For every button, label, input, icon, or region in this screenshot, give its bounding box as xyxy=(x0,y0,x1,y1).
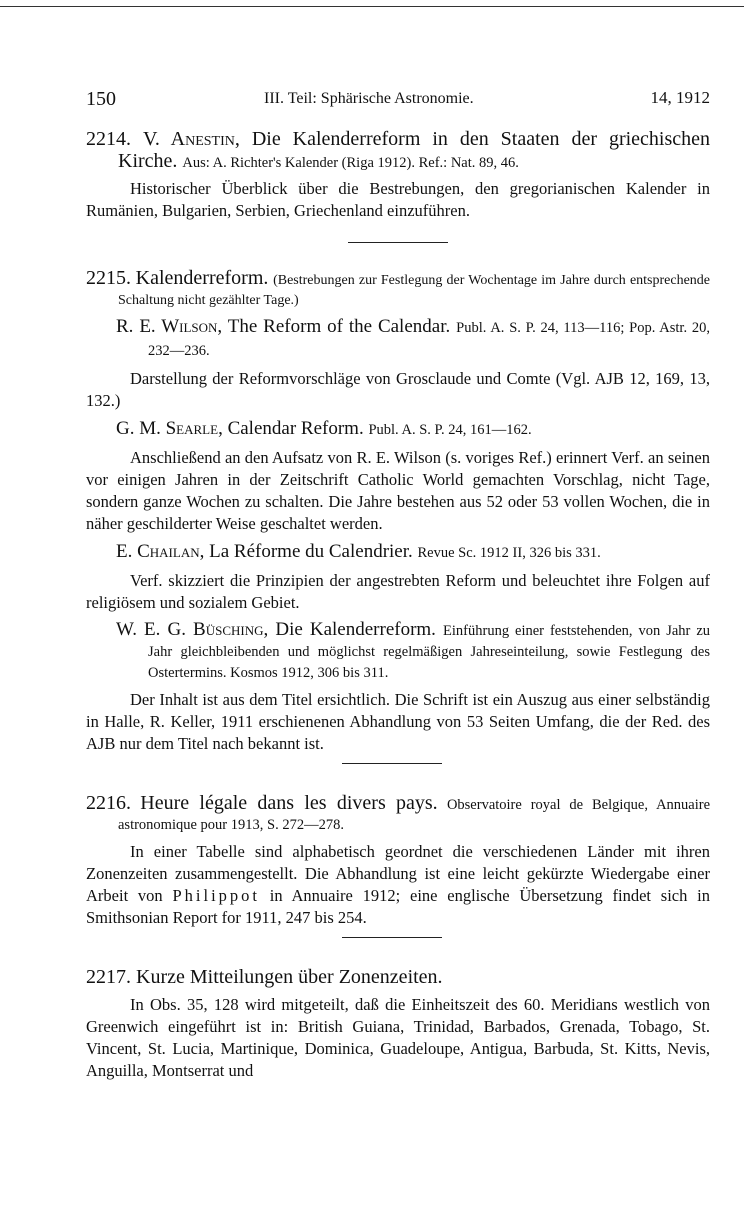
top-rule xyxy=(0,6,744,7)
entry-title xyxy=(86,128,710,174)
entry-2214 xyxy=(86,128,710,222)
entry-title xyxy=(86,267,710,310)
ref-title: La Réforme du Calendrier. xyxy=(209,541,413,562)
ref-body: Anschließend an den Aufsatz von R. E. Wilson (s. voriges Ref.) erinnert Verf. an seinen vor einigen Jahren in der Zeitschrift Catholic World gemachten Vorschlag, nicht Tage, sondern ganze Wochen zu schalten. Die Jahre bestehen aus 52 oder 53 vollen Wochen, die in näher geschilderter Weise geschaltet werden. xyxy=(86,448,710,533)
page-body xyxy=(86,128,710,1082)
entry-number: 2217. xyxy=(86,966,131,988)
page-header xyxy=(86,88,710,110)
ref-title: Calendar Reform. xyxy=(227,418,364,439)
ref-body: Der Inhalt ist aus dem Titel ersichtlich. Die Schrift ist ein Auszug aus einer selbständig in Halle, R. Keller, 1911 erschienenen Abhandlung von 53 Seiten Umfang, die der Red. des AJB nur dem Titel nach bekannt ist. xyxy=(86,690,710,753)
entry-title-text: Kalenderreform. xyxy=(135,267,269,289)
reference-buesching xyxy=(86,620,710,683)
entry-body-part: In einer Tabelle sind alphabetisch geordnet die verschiedenen Länder mit ihren Zonenzeiten zusammengestellt. Die Abhandlung ist eine leicht gekürzte Wiedergabe einer Arbeit von xyxy=(86,842,710,905)
separator-rule xyxy=(342,763,442,764)
separator-rule xyxy=(342,937,442,938)
ref-publication: Einführung einer feststehenden, von Jahr zu Jahr gleichbleibenden und möglichst regelmäßigen Jahreseinteilung, sowie Festlegung des Ostertermins. Kosmos 1912, 306 bis 311. xyxy=(148,623,711,681)
entry-number: 2216. xyxy=(86,792,131,814)
separator-rule xyxy=(348,242,448,243)
entry-title-text: Die Kalenderreform in den Staaten der griechischen Kirche. xyxy=(118,128,711,172)
ref-title: Die Kalenderreform. xyxy=(275,619,436,640)
entry-body-part: in Annuaire 1912; eine englische Übersetzung findet sich in Smithsonian Report for 1911, 247 bis 254. xyxy=(86,886,710,927)
entry-body: In Obs. 35, 128 wird mitgeteilt, daß die Einheitszeit des 60. Meridians westlich von Greenwich eingeführt ist in: British Guiana, Trinidad, Barbados, Grenada, Tobago, St. Vincent, St. Lucia, Martinique, Dominica, Guadeloupe, Antigua, Barbuda, St. Kitts, Nevis, Anguilla, Montserrat und xyxy=(86,995,710,1080)
entry-title-text: Heure légale dans les divers pays. xyxy=(140,792,438,814)
entry-body-name: Philippot xyxy=(172,886,260,905)
entry-body xyxy=(86,841,710,929)
entry-title xyxy=(86,966,710,988)
reference-searle xyxy=(86,418,710,441)
ref-publication: Revue Sc. 1912 II, 326 bis 331. xyxy=(417,545,601,561)
running-title: III. Teil: Sphärische Astronomie. xyxy=(264,90,474,107)
entry-body: Historischer Überblick über die Bestrebungen, den gregorianischen Kalender in Rumänien, Bulgarien, Serbien, Griechenland einzuführen. xyxy=(86,179,710,220)
ref-publication: Publ. A. S. P. 24, 161—162. xyxy=(368,422,532,438)
entry-author: V. Anestin, xyxy=(142,128,240,150)
entry-2216 xyxy=(86,792,710,929)
page-number: 150 xyxy=(86,88,116,110)
entry-title xyxy=(86,792,710,835)
reference-wilson xyxy=(86,316,710,362)
ref-body: Darstellung der Reformvorschläge von Grosclaude und Comte (Vgl. AJB 12, 169, 13, 132.) xyxy=(86,369,710,410)
entry-title-text: Kurze Mitteilungen über Zonenzeiten. xyxy=(136,966,443,988)
ref-author: R. E. Wilson, xyxy=(116,316,223,337)
volume-year: 14, 1912 xyxy=(650,88,710,107)
entry-source: Aus: A. Richter's Kalender (Riga 1912). Ref.: Nat. 89, 46. xyxy=(182,155,519,171)
ref-publication: Publ. A. S. P. 24, 113—116; Pop. Astr. 20, 232—236. xyxy=(148,320,710,359)
entry-note: (Bestrebungen zur Festlegung der Wochentage im Jahre durch entsprechende Schaltung nicht gezählter Tage.) xyxy=(118,273,711,308)
entry-source: Observatoire royal de Belgique, Annuaire astronomique pour 1913, S. 272—278. xyxy=(118,797,711,833)
ref-author: W. E. G. Büsching, xyxy=(116,619,269,640)
entry-2215 xyxy=(86,267,710,755)
entry-number: 2215. xyxy=(86,267,131,289)
entry-number: 2214. xyxy=(86,128,131,150)
ref-author: G. M. Searle, xyxy=(116,418,223,439)
reference-chailan xyxy=(86,541,710,564)
ref-author: E. Chailan, xyxy=(116,541,205,562)
ref-title: The Reform of the Calendar. xyxy=(227,316,451,337)
ref-body: Verf. skizziert die Prinzipien der angestrebten Reform und beleuchtet ihre Folgen auf religiösem und sozialem Gebiet. xyxy=(86,571,710,612)
entry-2217 xyxy=(86,966,710,1082)
